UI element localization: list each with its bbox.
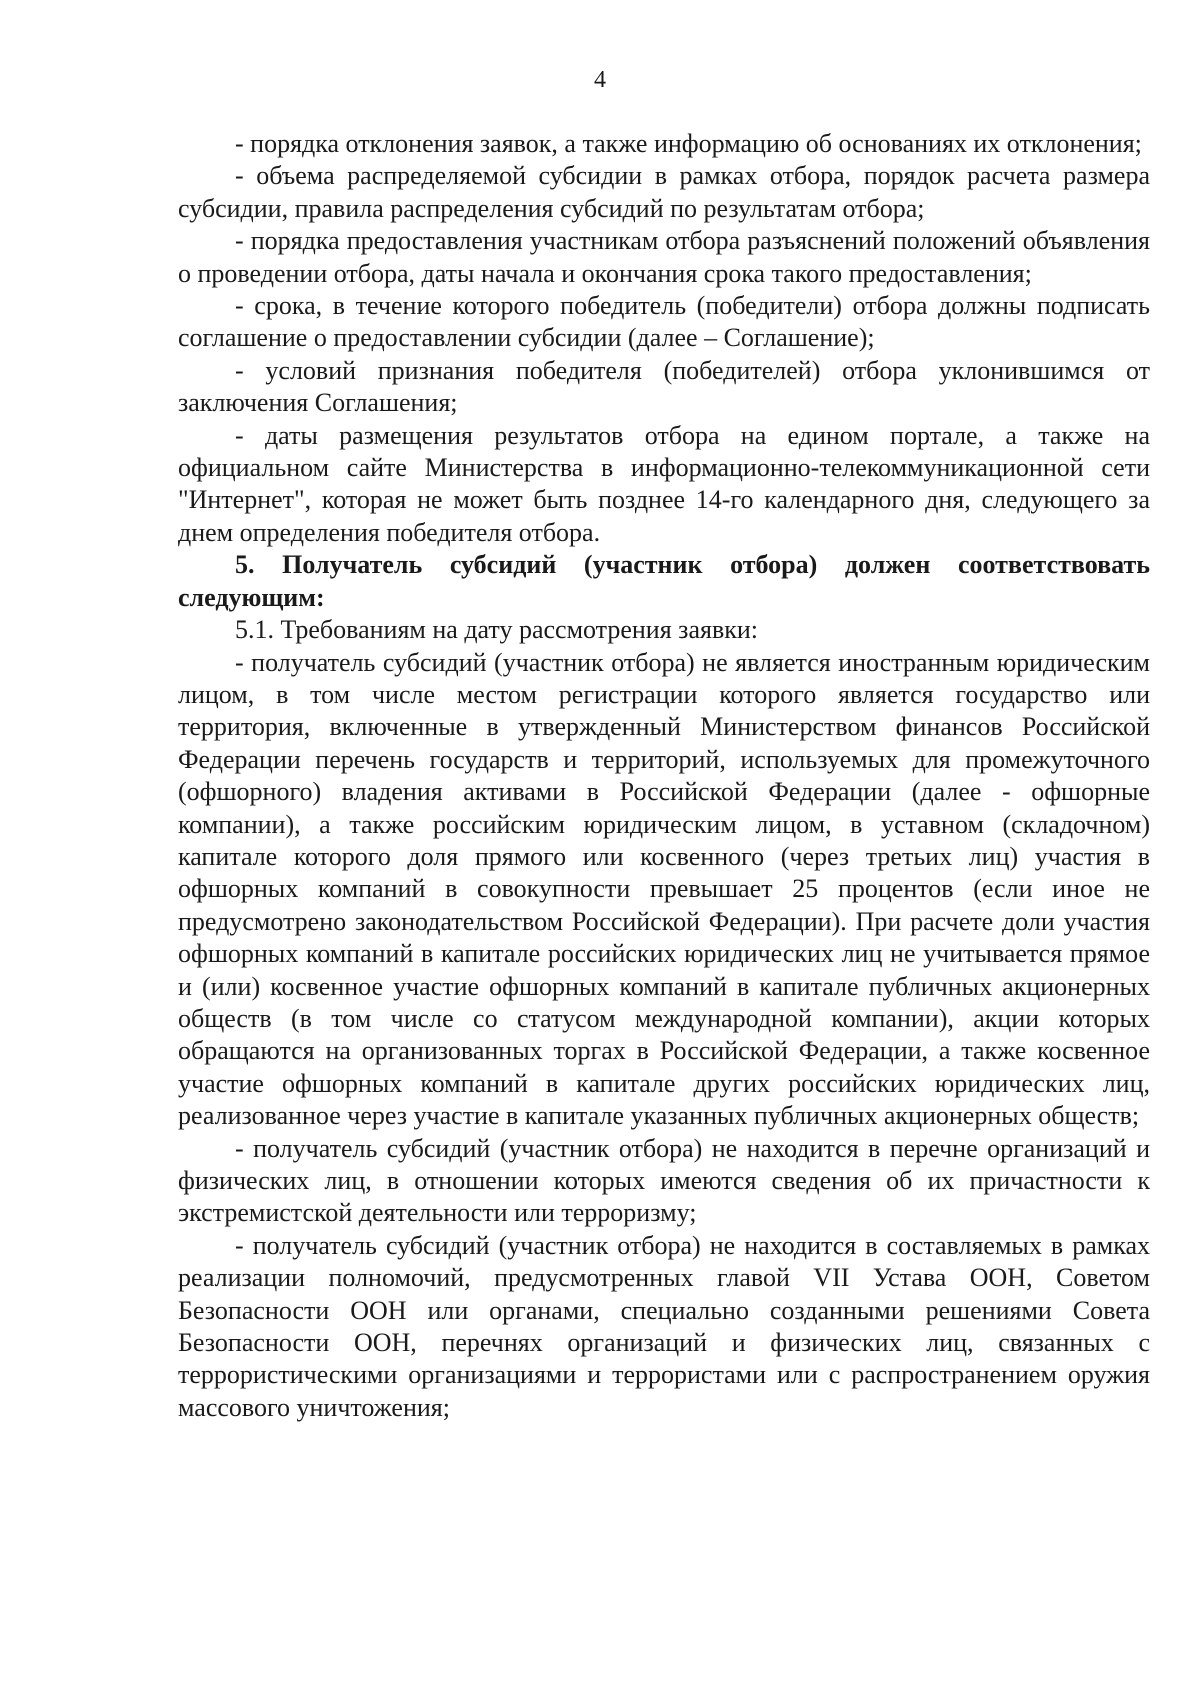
paragraph-rejection-procedure: - порядка отклонения заявок, а также информацию об основаниях их отклонения; [235,129,1142,158]
paragraph-evasion-conditions: - условий признания победителя (победителей) отбора уклонившимся от заключения Соглашения; [178,355,1150,418]
document-body [178,128,1150,1424]
paragraph-extremism-list: - получатель субсидий (участник отбора) не находится в перечне организаций и физических лиц, в отношении которых имеются сведения об их причастности к экстремистской деятельности или терроризму; [178,1133,1150,1228]
paragraph-un-security-council-lists: - получатель субсидий (участник отбора) не находится в составляемых в рамках реализации полномочий, предусмотренных главой VII Устава ООН, Советом Безопасности ООН или органами, специально созданными решениями Совета Безопасности ООН, перечнях организаций и физических лиц, связанных с террористическими организациями и террористами или с распространением оружия массового уничтожения; [178,1230,1150,1422]
paragraph-agreement-term: - срока, в течение которого победитель (победители) отбора должны подписать соглашение о предоставлении субсидии (далее – Соглашение); [178,291,1150,353]
paragraph-results-publication: - даты размещения результатов отбора на едином портале, а также на официальном сайте Министерства в информационно-телекоммуникационной сети "Интернет", которая не может быть позднее 14-го календарного дня, следующего за днем определения победителя отбора. [178,420,1150,547]
paragraph-subsidy-volume: - объема распределяемой субсидии в рамках отбора, порядок расчета размера субсидии, правила распределения субсидий по результатам отбора; [178,161,1150,223]
page-number: 4 [594,67,606,93]
paragraph-offshore-requirement: - получатель субсидий (участник отбора) не является иностранным юридическим лицом, в том числе местом регистрации которого является государство или территория, включенные в утвержденный Министерством финансов Российской Федерации перечень государств и территорий, используемых для промежуточного (офшорного) владения активами в Российской Федерации (далее - офшорные компании), а также российским юридическим лицом, в уставном (складочном) капитале которого доля прямого или косвенного (через третьих лиц) участия в офшорных компаний в совокупности превышает 25 процентов (если иное не предусмотрено законодательством Российской Федерации). При расчете доли участия офшорных компаний в капитале российских юридических лиц не учитывается прямое и (или) косвенное участие офшорных компаний в капитале публичных акционерных обществ (в том числе со статусом международной компании), акции которых обращаются на организованных торгах в Российской Федерации, а также косвенное участие офшорных компаний в капитале других российских юридических лиц, реализованное через участие в капитале указанных публичных акционерных обществ; [178,647,1150,1131]
subsection-heading-5-1: 5.1. Требованиям на дату рассмотрения заявки: [235,615,758,645]
section-heading-recipient-requirements: 5. Получатель субсидий (участник отбора) должен соответствовать следующим: [178,550,1150,612]
paragraph-clarifications: - порядка предоставления участникам отбора разъяснений положений объявления о проведении отбора, даты начала и окончания срока такого предоставления; [178,226,1150,288]
